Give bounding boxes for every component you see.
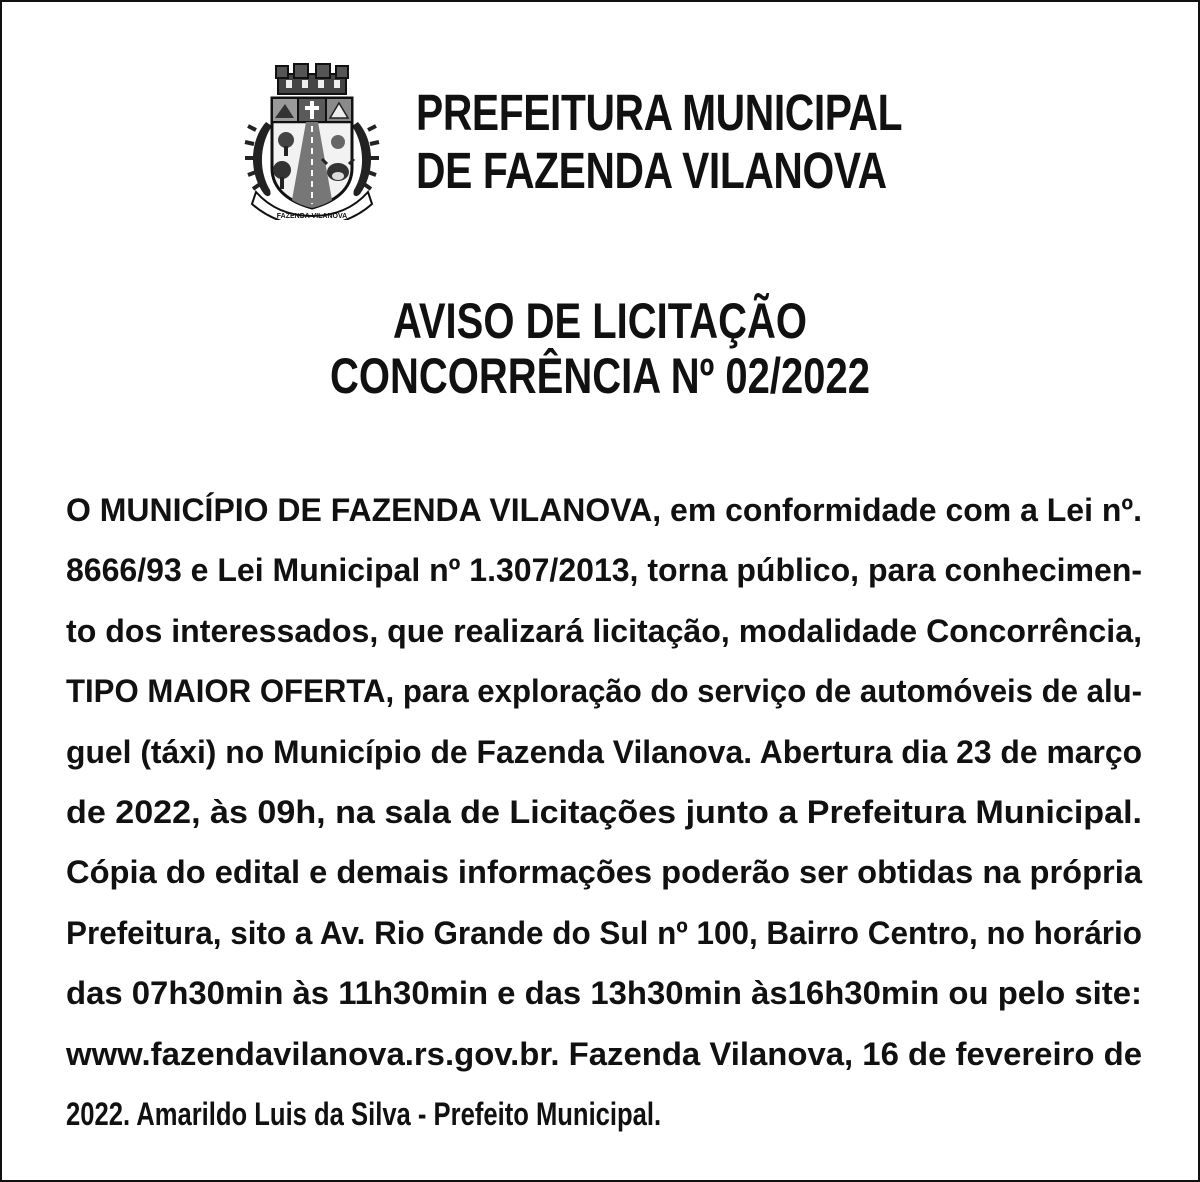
body-line: guel (táxi) no Município de Fazenda Vilanova. Abertura dia 23 de março [66,733,1143,770]
body-line: TIPO MAIOR OFERTA, para exploração do serviço de automóveis de alu- [66,673,1143,710]
municipal-coat-of-arms-icon [242,60,382,220]
notice-body [66,480,1142,1144]
notice-title [122,294,1079,404]
organization-title-line-1: PREFEITURA MUNICIPAL [416,84,903,141]
notice-title-line-2: CONCORRÊNCIA Nº 02/2022 [330,348,870,404]
body-line: das 07h30min às 11h30min e das 13h30min às16h30min ou pelo site: [66,975,1142,1012]
svg-text:FAZENDA VILANOVA: FAZENDA VILANOVA [276,213,348,220]
body-line: O MUNICÍPIO DE FAZENDA VILANOVA, em conformidade com a Lei nº. [66,492,1142,528]
body-line: 2022. Amarildo Luis da Silva - Prefeito Municipal. [66,1096,662,1133]
organization-title [416,84,902,200]
organization-title-line-2: DE FAZENDA VILANOVA [416,142,887,199]
body-line: de 2022, às 09h, na sala de Licitações junto a Prefeitura Municipal. [66,794,1143,831]
body-line: www.fazendavilanova.rs.gov.br. Fazenda Vilanova, 16 de fevereiro de [66,1035,1143,1072]
notice-title-line-1: AVISO DE LICITAÇÃO [392,293,808,349]
body-line: to dos interessados, que realizará licitação, modalidade Concorrência, [66,612,1142,649]
body-line: Cópia do edital e demais informações poderão ser obtidas na própria [66,854,1142,891]
body-line: Prefeitura, sito a Av. Rio Grande do Sul nº 100, Bairro Centro, no horário [66,914,1142,951]
body-line: 8666/93 e Lei Municipal nº 1.307/2013, torna público, para conhecimen- [66,552,1143,589]
